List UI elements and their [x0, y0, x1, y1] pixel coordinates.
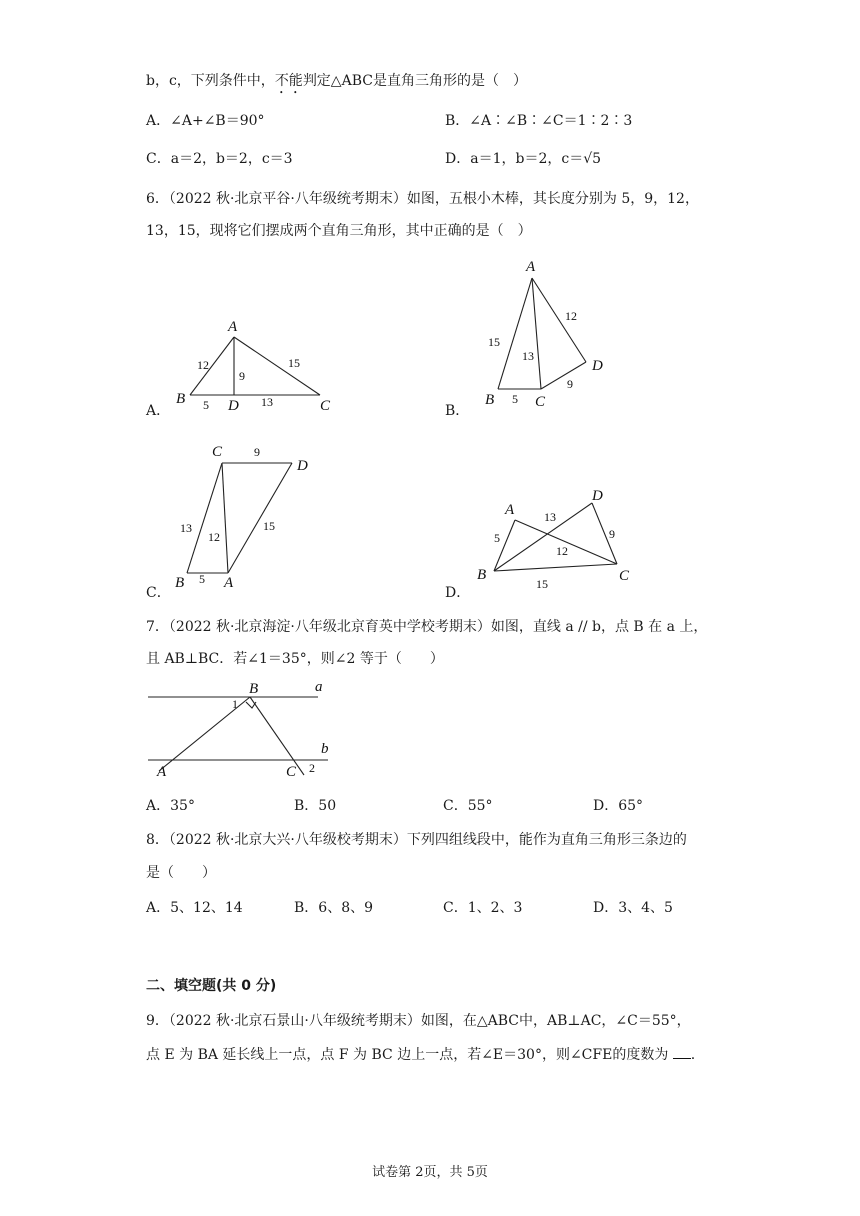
- fig-b-point-a: A: [526, 259, 536, 275]
- fig-c-point-d: D: [297, 458, 308, 474]
- q9-line1: 9．（2022 秋·北京石景山·八年级统考期末）如图，在△ABC中，AB⊥AC，∠C＝55°，: [146, 1013, 691, 1029]
- page-footer: 试卷第 2页，共 5页: [372, 1165, 488, 1180]
- fig-c-len-13: 13: [180, 521, 192, 535]
- fig-b-len-15: 15: [488, 335, 500, 349]
- q5-option-a: A．∠A+∠B＝90°: [146, 113, 265, 129]
- fig-a-point-c: C: [320, 398, 331, 414]
- fig-c-len-9: 9: [254, 445, 260, 459]
- fig-a-point-b: B: [176, 391, 186, 407]
- q8-option-b: B．6、8、9: [294, 900, 374, 916]
- q6-option-a-label: A．: [146, 403, 171, 419]
- q6-option-c-label: C．: [146, 585, 171, 601]
- q5-option-d: D．a＝1，b＝2，c＝√5: [445, 151, 602, 167]
- fig-b-point-c: C: [535, 394, 546, 410]
- fig-a-len-9: 9: [239, 369, 245, 383]
- fig-a-len-5: 5: [203, 398, 209, 412]
- q7-point-b: B: [249, 681, 259, 697]
- fig-d-point-b: B: [477, 567, 487, 583]
- fig-a-len-15: 15: [288, 356, 300, 370]
- q9-line2-end: .: [690, 1047, 696, 1063]
- fig-b-len-5: 5: [512, 392, 518, 406]
- fig-c-len-5: 5: [199, 572, 205, 586]
- q6-line2: 13，15，现将它们摆成两个直角三角形，其中正确的是（ ）: [146, 223, 532, 239]
- fig-c-len-12: 12: [208, 530, 220, 544]
- fig-c-point-a: A: [224, 575, 234, 591]
- fig-c-point-b: B: [175, 575, 185, 591]
- fig-c-len-15: 15: [263, 519, 275, 533]
- q7-option-a: A．35°: [146, 798, 195, 814]
- q7-line1: 7．（2022 秋·北京海淀·八年级北京育英中学校考期末）如图，直线 a // b，点 B 在 a 上，: [146, 619, 708, 635]
- fig-d-len-12: 12: [556, 544, 568, 558]
- fig-a-point-d: D: [228, 398, 239, 414]
- q6-line1: 6．（2022 秋·北京平谷·八年级统考期末）如图，五根小木棒，其长度分别为 5，9，12，: [146, 191, 699, 207]
- q9-answer-blank[interactable]: [673, 1046, 691, 1059]
- fig-d-len-9: 9: [609, 527, 615, 541]
- fig-a-len-12: 12: [197, 358, 209, 372]
- fig-b-len-12: 12: [565, 309, 577, 323]
- q5-stem-emphasis: 不能: [274, 73, 303, 89]
- fig-d-point-c: C: [619, 568, 630, 584]
- q7-line-a: a: [315, 679, 323, 695]
- q6-option-d-label: D．: [445, 585, 471, 601]
- q8-line2: 是（ ）: [146, 865, 216, 881]
- q7-line2: 且 AB⊥BC．若∠1＝35°，则∠2 等于（ ）: [146, 651, 444, 667]
- fig-c-point-c: C: [212, 444, 223, 460]
- q8-option-c: C．1、2、3: [443, 900, 523, 916]
- fig-b-len-13: 13: [522, 349, 534, 363]
- q5-option-c: C．a＝2，b＝2，c＝3: [146, 151, 293, 167]
- section-title-fill-in: 二、填空题(共 0 分): [146, 978, 277, 994]
- q7-angle-2: 2: [309, 761, 315, 775]
- fig-b-point-d: D: [592, 358, 603, 374]
- fig-d-point-d: D: [592, 488, 603, 504]
- fig-d-point-a: A: [505, 502, 515, 518]
- q7-point-c: C: [286, 764, 297, 780]
- q9-line2-text: 点 E 为 BA 延长线上一点，点 F 为 BC 边上一点，若∠E＝30°，则∠CFE的度数为: [146, 1047, 669, 1063]
- q5-option-b: B．∠A∶∠B∶∠C＝1∶2∶3: [445, 113, 633, 129]
- q8-line1: 8．（2022 秋·北京大兴·八年级校考期末）下列四组线段中，能作为直角三角形三条边的: [146, 832, 687, 848]
- fig-b-point-b: B: [485, 392, 495, 408]
- q7-option-c: C．55°: [443, 798, 493, 814]
- q7-angle-1: 1: [232, 697, 238, 711]
- q7-option-d: D．65°: [593, 798, 644, 814]
- q7-line-b: b: [321, 741, 329, 757]
- q6-option-b-label: B．: [445, 403, 470, 419]
- q8-option-a: A．5、12、14: [146, 900, 243, 916]
- fig-d-len-13: 13: [544, 510, 556, 524]
- fig-a-point-a: A: [228, 319, 238, 335]
- fig-a-len-13: 13: [261, 395, 273, 409]
- fig-b-len-9: 9: [567, 377, 573, 391]
- fig-d-len-15: 15: [536, 577, 548, 591]
- q5-stem-pre: b，c，下列条件中，: [146, 73, 275, 89]
- fig-d-len-5: 5: [494, 531, 500, 545]
- q7-point-a: A: [157, 764, 167, 780]
- q7-option-b: B．50: [294, 798, 337, 814]
- q8-option-d: D．3、4、5: [593, 900, 673, 916]
- q5-stem-post: 判定△ABC是直角三角形的是（ ）: [302, 73, 527, 89]
- q9-line2: [146, 1044, 695, 1064]
